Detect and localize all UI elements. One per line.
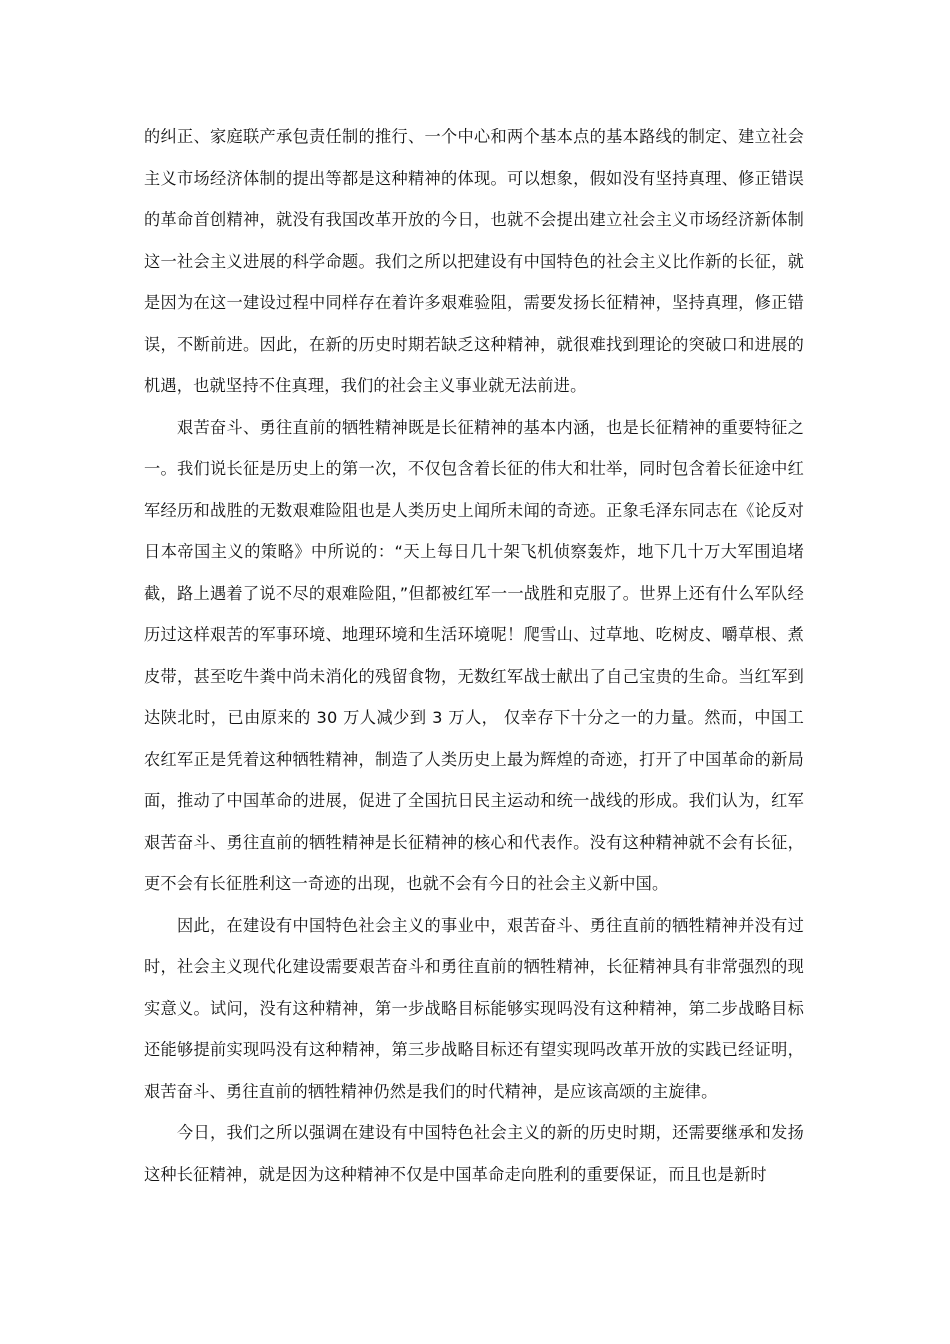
paragraph-2: 艰苦奋斗、勇往直前的牺牲精神既是长征精神的基本内涵，也是长征精神的重要特征之一。我们说长征是历史上的第一次，不仅包含着长征的伟大和壮举，同时包含着长征途中红军经历和战胜的无数艰难险阻也是人类历史上闻所未闻的奇迹。正象毛泽东同志在《论反对日本帝国主义的策略》中所说的：“天上每日几十架飞机侦察轰炸，地下几十万大军围追堵截，路上遇着了说不尽的艰难险阻，”但都被红军一一战胜和克服了。世界上还有什么军队经历过这样艰苦的军事环境、地理环境和生活环境呢！爬雪山、过草地、吃树皮、嚼草根、煮皮带，甚至吃牛粪中尚未消化的残留食物，无数红军战士献出了自己宝贵的生命。当红军到达陕北时，已由原来的 30 万人减少到 3 万人， 仅幸存下十分之一的力量。然而，中国工农红军正是凭着这种牺牲精神，制造了人类历史上最为辉煌的奇迹，打开了中国革命的新局面，推动了中国革命的进展，促进了全国抗日民主运动和统一战线的形成。我们认为，红军艰苦奋斗、勇往直前的牺牲精神是长征精神的核心和代表作。没有这种精神就不会有长征，更不会有长征胜利这一奇迹的出现，也就不会有今日的社会主义新中国。: [144, 417, 804, 893]
paragraph-3: 因此，在建设有中国特色社会主义的事业中，艰苦奋斗、勇往直前的牺牲精神并没有过时，社会主义现代化建设需要艰苦奋斗和勇往直前的牺牲精神，长征精神具有非常强烈的现实意义。试问，没有这种精神，第一步战略目标能够实现吗没有这种精神，第二步战略目标还能够提前实现吗没有这种精神，第三步战略目标还有望实现吗改革开放的实践已经证明，艰苦奋斗、勇往直前的牺牲精神仍然是我们的时代精神，是应该高颂的主旋律。: [144, 915, 804, 1101]
body-text: [144, 116, 804, 1195]
paragraph-1: 的纠正、家庭联产承包责任制的推行、一个中心和两个基本点的基本路线的制定、建立社会主义市场经济体制的提出等都是这种精神的体现。可以想象，假如没有坚持真理、修正错误的革命首创精神，就没有我国改革开放的今日，也就不会提出建立社会主义市场经济新体制这一社会主义进展的科学命题。我们之所以把建设有中国特色的社会主义比作新的长征，就是因为在这一建设过程中同样存在着许多艰难验阻，需要发扬长征精神，坚持真理，修正错误，不断前进。因此，在新的历史时期若缺乏这种精神，就很难找到理论的突破口和进展的机遇，也就坚持不住真理，我们的社会主义事业就无法前进。: [144, 127, 804, 395]
paragraph-4: 今日，我们之所以强调在建设有中国特色社会主义的新的历史时期，还需要继承和发扬这种长征精神，就是因为这种精神不仅是中国革命走向胜利的重要保证，而且也是新时: [144, 1123, 804, 1184]
